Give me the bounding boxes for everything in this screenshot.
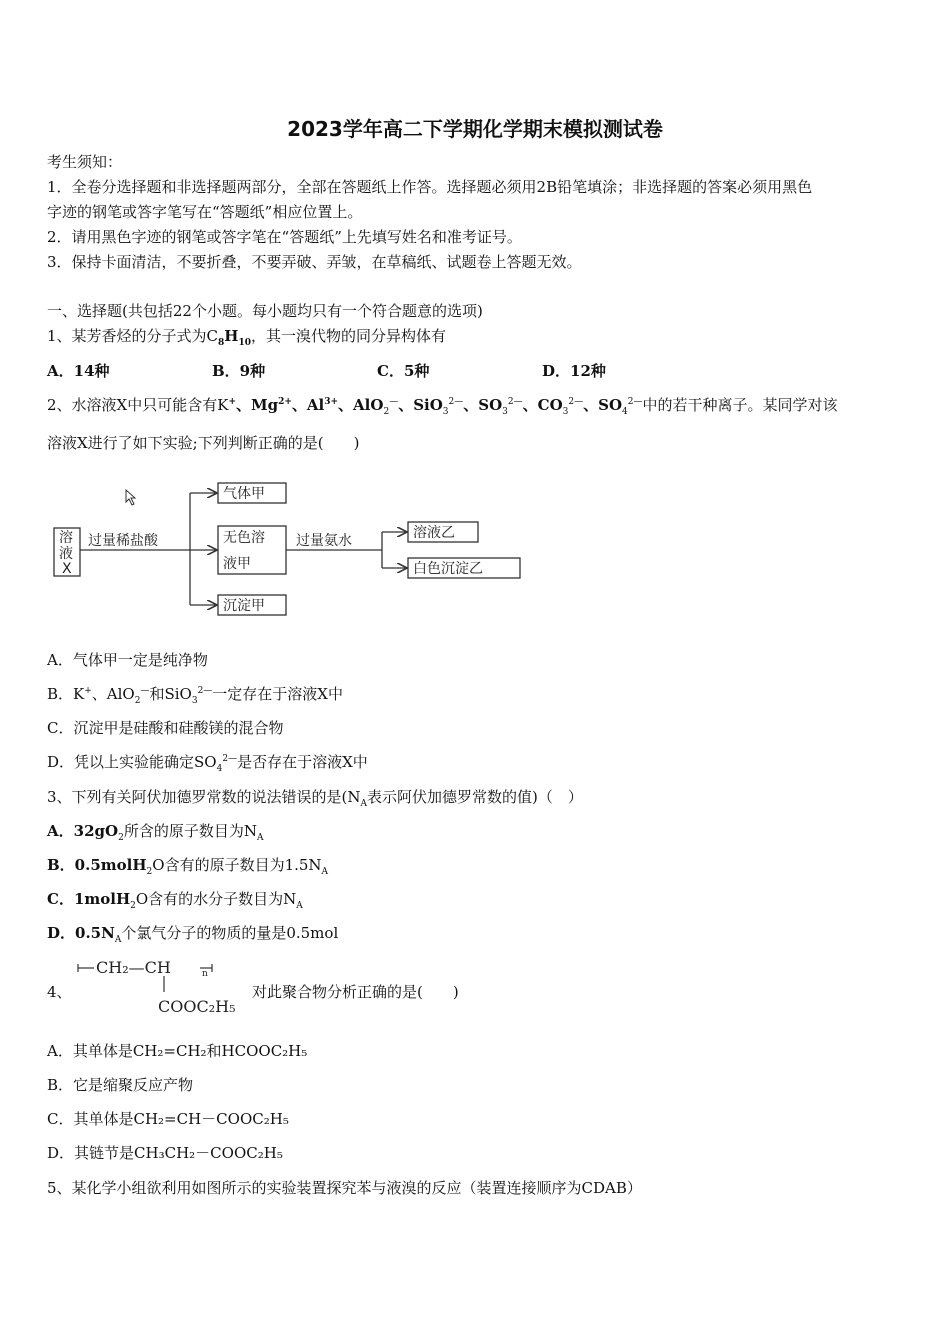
- notice-item-1-cont: 字迹的钢笔或答字笔写在“答题纸”相应位置上。: [47, 203, 363, 221]
- q1-option-d[interactable]: D．12种: [542, 362, 606, 380]
- q2-option-c[interactable]: C．沉淀甲是硅酸和硅酸镁的混合物: [47, 719, 284, 737]
- reagent-hcl-label: 过量稀盐酸: [88, 533, 158, 549]
- q3-option-a[interactable]: A．$32gO_2$所含的原子数目为$N_A$: [47, 822, 264, 843]
- gas-a-label: 气体甲: [223, 486, 265, 502]
- question-2-stem: 2、水溶液X中只可能含有K+、$Mg^{2+}$、$Al^{3+}$、AlO$_2$—、SiO$_3^{2—}$、$SO_3^{2—}$、$CO_3^{2—}$、$SO_4^{2—}$中的若干种离子。某同学对该: [47, 396, 838, 417]
- precipitate-a-label: 沉淀甲: [223, 598, 265, 614]
- question-1-options: [47, 361, 606, 381]
- q2-option-d[interactable]: D．凭以上实验能确定$SO_4^{2—}$是否存在于溶液X中: [47, 753, 368, 774]
- question-3-stem: 3、下列有关阿伏加德罗常数的说法错误的是($N_A$表示阿伏加德罗常数的值)（ ）: [47, 788, 583, 809]
- question-1-stem: 1、某芳香烃的分子式为$C_8H_{10}$，其一溴代物的同分异构体有: [47, 327, 447, 348]
- q2-option-a[interactable]: A．气体甲一定是纯净物: [47, 651, 208, 669]
- solution-a-label-1: 无色溶: [223, 530, 265, 546]
- q1-option-a[interactable]: A．14种: [47, 362, 110, 380]
- notice-item-3: 3．保持卡面清洁，不要折叠，不要弄破、弄皱，在草稿纸、试题卷上答题无效。: [47, 253, 582, 271]
- q4-option-d[interactable]: D．其链节是CH₃CH₂－COOC₂H₅: [47, 1144, 283, 1162]
- experiment-flow-diagram: [40, 480, 540, 630]
- question-2-stem-cont: 溶液X进行了如下实验;下列判断正确的是( ): [47, 434, 360, 452]
- polymer-n: n: [202, 969, 208, 979]
- polymer-backbone: CH₂—CH: [96, 958, 171, 977]
- q1-option-c[interactable]: C．5种: [377, 362, 430, 380]
- solution-x-label-1: 溶: [59, 530, 73, 546]
- q1-option-b[interactable]: B．9种: [212, 362, 266, 380]
- q3-option-d[interactable]: D．$0.5N_A$个氯气分子的物质的量是0.5mol: [47, 924, 339, 945]
- polymer-structure: [72, 958, 252, 1022]
- q4-option-a[interactable]: A．其单体是CH₂=CH₂和HCOOC₂H₅: [47, 1042, 308, 1060]
- precipitate-b-label: 白色沉淀乙: [413, 561, 483, 577]
- page-title: 2023学年高二下学期化学期末模拟测试卷: [287, 117, 663, 141]
- section-heading: 一、选择题(共包括22个小题。每小题均只有一个符合题意的选项): [47, 302, 483, 320]
- question-4-number: 4、: [47, 983, 72, 1001]
- q4-option-b[interactable]: B．它是缩聚反应产物: [47, 1076, 194, 1094]
- solution-a-label-2: 液甲: [223, 556, 251, 572]
- notice-item-1: 1．全卷分选择题和非选择题两部分，全部在答题纸上作答。选择题必须用2B铅笔填涂；非选择题的答案必须用黑色: [47, 178, 813, 196]
- question-5-stem: 5、某化学小组欲利用如图所示的实验装置探究苯与液溴的反应（装置连接顺序为CDAB）: [47, 1179, 642, 1197]
- polymer-side-chain: COOC₂H₅: [158, 997, 236, 1016]
- notice-item-2: 2．请用黑色字迹的钢笔或答字笔在“答题纸”上先填写姓名和准考证号。: [47, 228, 522, 246]
- reagent-ammonia-label: 过量氨水: [296, 533, 352, 549]
- question-4-stem: 对此聚合物分析正确的是( ): [252, 983, 459, 1001]
- solution-x-label-2: 液: [59, 546, 73, 562]
- cursor-icon: [126, 490, 135, 505]
- q2-option-b[interactable]: B．K+、AlO$_2$—和SiO$_3^{2—}$一定存在于溶液X中: [47, 685, 343, 706]
- q4-option-c[interactable]: C．其单体是CH₂=CH－COOC₂H₅: [47, 1110, 289, 1128]
- q3-option-b[interactable]: B．0.5molH$_2$O含有的原子数目为$1.5N_A$: [47, 856, 329, 877]
- q3-option-c[interactable]: C．1molH$_2$O含有的水分子数目为$N_A$: [47, 890, 303, 911]
- notice-heading: 考生须知：: [47, 153, 123, 171]
- solution-x-label-3: X: [62, 561, 72, 577]
- solution-b-label: 溶液乙: [413, 525, 455, 541]
